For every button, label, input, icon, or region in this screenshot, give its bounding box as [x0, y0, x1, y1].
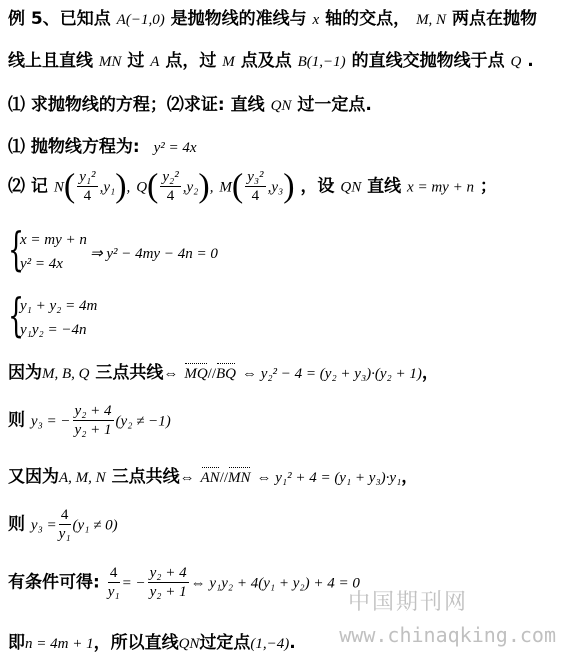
solution-line-4 — [8, 402, 171, 439]
solution-text: ⑵ 记 — [8, 176, 48, 197]
solution-text: ，设 — [300, 176, 335, 197]
problem-text: 过 — [127, 51, 145, 71]
problem-text: 点，过 — [165, 51, 217, 71]
math-text: B(1,−1) — [297, 54, 346, 70]
solution-text: ； — [479, 176, 497, 197]
solution-text: ， — [401, 467, 419, 487]
fraction: $\frac{\text{y₂ + 4}}{\text{y₂ + 1}}$ — [149, 565, 187, 600]
math-text: A — [150, 54, 160, 70]
solution-line-1 — [8, 132, 197, 157]
fraction: $\frac{4}{\text{y₁}}$ — [107, 565, 120, 600]
problem-text: 线上且直线 — [8, 51, 93, 71]
math-text: ⇔ y₁y₂ + 4(y₁ + y₂) + 4 = 0 — [190, 575, 360, 592]
problem-text: 的直线交抛物线于点 — [351, 51, 505, 71]
math-text: n = 4m + 1 — [25, 636, 94, 652]
math-text: x = my + n — [407, 179, 474, 196]
problem-text: ⑴ 求抛物线的方程；⑵求证: 直线 — [8, 95, 265, 115]
fraction: $\frac{\text{y₁²}}{4}$ — [79, 169, 96, 204]
watermark-cn: 中国期刊网 — [347, 590, 468, 615]
vector-text: AN — [200, 470, 220, 486]
math-text: // — [207, 366, 217, 382]
math-text: M — [219, 179, 232, 196]
problem-line-2 — [8, 46, 534, 71]
solution-text: 则 — [8, 514, 25, 535]
system-result: ⇒ y² − 4my − 4n = 0 — [90, 246, 218, 262]
equation-system-2 — [8, 288, 208, 346]
problem-text: 点及点 — [240, 51, 292, 71]
brace-icon: { — [8, 222, 25, 276]
solution-text: 因为 — [8, 363, 42, 383]
fraction: $\frac{\text{y₂ + 4}}{\text{y₂ + 1}}$ — [74, 403, 112, 438]
math-text: Q — [510, 54, 522, 70]
math-text: QN — [270, 98, 292, 114]
problem-line-3 — [8, 90, 372, 115]
solution-text: 过定点 — [199, 633, 251, 653]
math-text: (y₂ ≠ −1) — [115, 413, 171, 430]
math-text: A(−1,0) — [116, 12, 165, 28]
math-text: x — [312, 12, 320, 28]
solution-text: ，所以直线 — [93, 633, 179, 653]
math-text: M — [222, 54, 235, 70]
math-text: M, B, Q — [42, 366, 90, 382]
solution-text: 三点共线 — [111, 467, 180, 487]
solution-line-3 — [8, 358, 439, 383]
problem-text: 两点在抛物 — [451, 9, 537, 29]
math-text: ⇔ — [163, 366, 179, 382]
math-text: QN — [178, 636, 200, 652]
solution-line-8 — [8, 628, 296, 653]
math-text: N — [53, 179, 64, 196]
vector-text: MN — [228, 470, 251, 486]
solution-text: . — [289, 633, 296, 653]
system-equation: y₁ + y₂ = 4m — [20, 298, 98, 314]
math-text: // — [219, 470, 229, 486]
system-equation: y₁y₂ = −4n — [20, 322, 87, 338]
math-text: QN — [340, 179, 362, 196]
problem-text: 过一定点. — [297, 95, 372, 115]
system-equation: y² = 4x — [20, 256, 63, 272]
watermark-url: www.chinaqking.com — [339, 623, 556, 647]
fraction: $\frac{\text{y₃²}}{4}$ — [247, 169, 264, 204]
math-text: ⇔ y₂² − 4 = (y₂ + y₃)·(y₂ + 1) — [241, 366, 422, 382]
problem-text: 是抛物线的准线与 — [170, 9, 307, 29]
solution-text: 即 — [8, 633, 25, 653]
math-text: y² = 4x — [153, 140, 197, 156]
solution-text: 三点共线 — [95, 363, 164, 383]
problem-text: 例 5、已知点 — [8, 9, 111, 29]
problem-text: 轴的交点， — [325, 9, 411, 29]
solution-text: 则 — [8, 410, 25, 431]
math-text: (1,−4) — [250, 636, 290, 652]
equation-system-1 — [8, 222, 308, 280]
math-text: y₃ = — [30, 517, 57, 534]
fraction: $\frac{\text{y₂²}}{4}$ — [162, 169, 179, 204]
math-text: y₁ — [103, 179, 116, 196]
math-text: (y₁ ≠ 0) — [72, 517, 118, 534]
system-equation: x = my + n — [20, 232, 87, 248]
solution-line-7 — [8, 564, 360, 601]
problem-line-1 — [8, 4, 537, 29]
solution-text: 有条件可得: — [8, 572, 100, 593]
math-text: y₂ — [186, 179, 199, 196]
math-text: y₃ = − — [30, 413, 71, 430]
solution-text: ， — [421, 363, 439, 383]
math-text: A, M, N — [59, 470, 106, 486]
solution-line-5 — [8, 462, 418, 487]
solution-line-2: ⑵ 记 N( $\frac{\text{y₁²}}{4}$ ,y₁), Q( $\frac{\text{y₂²}}{4}$ ,y₂), M( $\frac{\text{y₃²}}{4}$ ,y₃) ，设 QN 直线 x = my + n ； — [8, 167, 497, 205]
solution-line-6 — [8, 506, 118, 543]
problem-text: . — [527, 51, 534, 71]
vector-text: BQ — [216, 366, 237, 382]
fraction: $\frac{4}{\text{y₁}}$ — [58, 507, 71, 542]
math-text: y₃ — [271, 179, 284, 196]
math-text: M, N — [416, 12, 447, 28]
solution-text: ⑴ 抛物线方程为: — [8, 137, 140, 157]
math-text: ⇔ — [179, 470, 195, 486]
math-text: = − — [121, 575, 146, 592]
vector-text: MQ — [184, 366, 208, 382]
math-text: Q — [136, 179, 148, 196]
brace-icon: { — [8, 288, 25, 342]
math-text: ⇔ y₁² + 4 = (y₁ + y₃)·y₁ — [256, 470, 402, 486]
solution-text: 又因为 — [8, 467, 59, 487]
math-text: MN — [98, 54, 122, 70]
solution-text: 直线 — [367, 176, 402, 197]
